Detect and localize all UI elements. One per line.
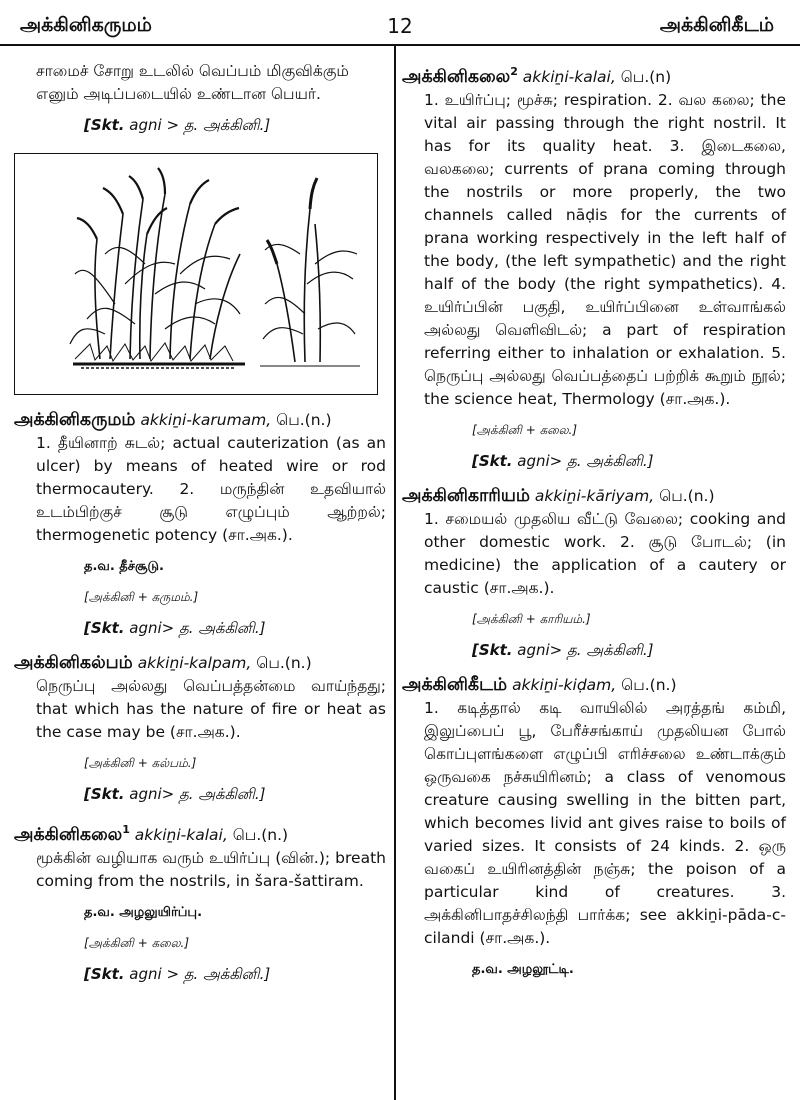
- skt-text: agni> த. அக்கினி.]: [129, 785, 266, 803]
- word-composition: [அக்கினி + காரியம்.]: [472, 611, 591, 626]
- definition: நெருப்பு அல்லது வெப்பத்தன்மை வாய்ந்தது; that which has the nature of fire or heat as the case may be (சா.அக.).: [36, 677, 386, 741]
- sanskrit-etymology: [14, 783, 386, 806]
- guide-word-left: அக்கினிகருமம்: [20, 14, 152, 36]
- entry-headline: [14, 409, 386, 432]
- homonym-number: 1: [122, 823, 130, 836]
- skt-label: [Skt.: [84, 116, 125, 134]
- coined-word: த.வ. தீச்சூடு.: [84, 559, 164, 574]
- part-of-speech: பெ.(n.): [232, 825, 289, 844]
- word-composition: [அக்கினி + கலை.]: [472, 422, 578, 437]
- dictionary-entry: [402, 485, 786, 662]
- page-header: [0, 0, 800, 44]
- header-rule: [0, 44, 800, 46]
- intro-sanskrit-etymology: [14, 114, 386, 137]
- headword: அக்கினிகலை$^1$: [14, 823, 130, 845]
- word-composition: [அக்கினி + கருமம்.]: [84, 590, 199, 604]
- dictionary-entry: [402, 60, 786, 473]
- headword: அக்கினிகல்பம்: [14, 653, 133, 673]
- skt-text: agni > த. அக்கினி.]: [129, 964, 271, 983]
- page-number: 12: [387, 14, 413, 38]
- intro-line: சாமைச் சோறு உடலில் வெப்பம் மிகுவிக்கும்: [36, 62, 349, 80]
- entry-headline: [14, 652, 386, 675]
- millet-plant-illustration: [15, 154, 377, 394]
- part-of-speech: பெ.(n.): [256, 654, 312, 672]
- transliteration: akkiṉi-kiḍam,: [512, 675, 617, 694]
- entry-headline: [402, 60, 786, 89]
- transliteration: akkiṉi-kāriyam,: [534, 486, 655, 505]
- skt-text: agni> த. அக்கினி.]: [129, 619, 266, 637]
- entry-headline: [402, 485, 786, 508]
- millet-figure: [14, 153, 378, 395]
- dictionary-entry: [402, 674, 786, 981]
- part-of-speech: பெ.(n.): [659, 486, 715, 505]
- dictionary-entry: [14, 409, 386, 640]
- headword: அக்கினிகலை$^2$: [402, 65, 518, 87]
- definition: 1. தீயினாற் சுடல்; actual cauterization (as an ulcer) by means of heated wire or rod thermocautery. 2. மருந்தின் உதவியால் உடம்பிற்குச் சூடு எழுப்பும் ஆற்றல்; thermogenetic potency (சா.அக.).: [36, 434, 386, 544]
- skt-text: agni > த. அக்கினி.]: [129, 116, 271, 134]
- definition: 1. கடித்தால் கடி வாயிலில் அரத்தங் கம்மி, இலுப்பைப் பூ, பேரீச்சங்காய் முதலியன போல் கொப்புளங்களை எழுப்பி எரிச்சலை உண்டாக்கும் ஒருவகை நச்சுயிரினம்; a class of venomous creature causing swelling in the bitten part, which becomes livid ant gives raise to boils of varied sizes. It consists of 24 kinds. 2. ஒரு வகைப் உயிரினத்தின் நஞ்சு; the poison of a particular kind of creatures. 3. அக்கினிபாதச்சிலந்தி பார்க்க; see akkiṉi-pāda-c-cilandi (சா.அக.).: [424, 698, 786, 947]
- column-divider: [394, 46, 396, 1100]
- headword: அக்கினிகாரியம்: [402, 485, 530, 506]
- guide-word-right: அக்கினிகீடம்: [659, 14, 774, 36]
- entry-headline: [14, 818, 386, 847]
- word-composition: [அக்கினி + கல்பம்.]: [84, 756, 197, 770]
- definition: 1. உயிர்ப்பு; மூச்சு; respiration. 2. வல கலை; the vital air passing through the right nostril. It has for its quality heat. 3. இடைகலை, வலகலை; currents of prana coming through the nostrils or more properly, the two channels called nāḍis for the currents of prana working respectively in the left half of the body, (the left sympathetic) and the right half of the body (the right sympathetics). 4. உயிர்ப்பின் பகுதி, உயிர்ப்பினை உள்வாங்கல் அல்லது வெளிவிடல்; a part of respiration referring either to inhalation or exhalation. 5. நெருப்பு அல்லது வெப்பத்தைப் பற்றிக் கூறும் நூல்; the science heat, Thermology (சா.அக.).: [424, 90, 786, 408]
- intro-line: எனும் அடிப்படையில் உண்டான பெயர்.: [36, 85, 321, 103]
- skt-text: agni> த. அக்கினி.]: [517, 451, 654, 470]
- word-composition: [அக்கினி + கலை.]: [84, 935, 190, 950]
- sanskrit-etymology: [14, 617, 386, 640]
- part-of-speech: பெ.(n.): [621, 675, 677, 694]
- part-of-speech: பெ.(n): [620, 67, 672, 86]
- dictionary-entry: [14, 652, 386, 806]
- part-of-speech: பெ.(n.): [276, 411, 332, 429]
- transliteration: akkiṉi-kalpam,: [137, 654, 252, 672]
- transliteration: akkiṉi-kalai,: [134, 825, 228, 844]
- skt-label: [Skt.: [84, 785, 125, 803]
- right-column: [402, 60, 786, 989]
- dictionary-entry: [14, 818, 386, 986]
- sanskrit-etymology: [402, 450, 786, 473]
- skt-label: [Skt.: [472, 640, 513, 659]
- transliteration: akkiṉi-kalai,: [522, 67, 616, 86]
- definition: 1. சமையல் முதலிய வீட்டு வேலை; cooking and other domestic work. 2. சூடு போடல்; (in medicine) the application of a cautery or caustic (சா.அக.).: [424, 509, 786, 597]
- skt-label: [Skt.: [84, 964, 125, 983]
- sanskrit-etymology: [402, 639, 786, 662]
- skt-text: agni> த. அக்கினி.]: [517, 640, 654, 659]
- headword: அக்கினிகீடம்: [402, 674, 508, 695]
- sanskrit-etymology: [14, 963, 386, 986]
- definition: மூக்கின் வழியாக வரும் உயிர்ப்பு (வின்.); breath coming from the nostrils, in šara-šattiram.: [36, 848, 386, 890]
- left-column: [14, 60, 386, 998]
- skt-label: [Skt.: [472, 451, 513, 470]
- skt-label: [Skt.: [84, 619, 125, 637]
- coined-word: த.வ. அழலூட்டி.: [472, 961, 574, 977]
- headword: அக்கினிகருமம்: [14, 410, 136, 430]
- transliteration: akkiṉi-karumam,: [140, 411, 272, 429]
- entry-headline: [402, 674, 786, 697]
- coined-word: த.வ. அழலுயிர்ப்பு.: [84, 904, 203, 920]
- intro-continuation: [14, 60, 386, 106]
- homonym-number: 2: [510, 65, 518, 78]
